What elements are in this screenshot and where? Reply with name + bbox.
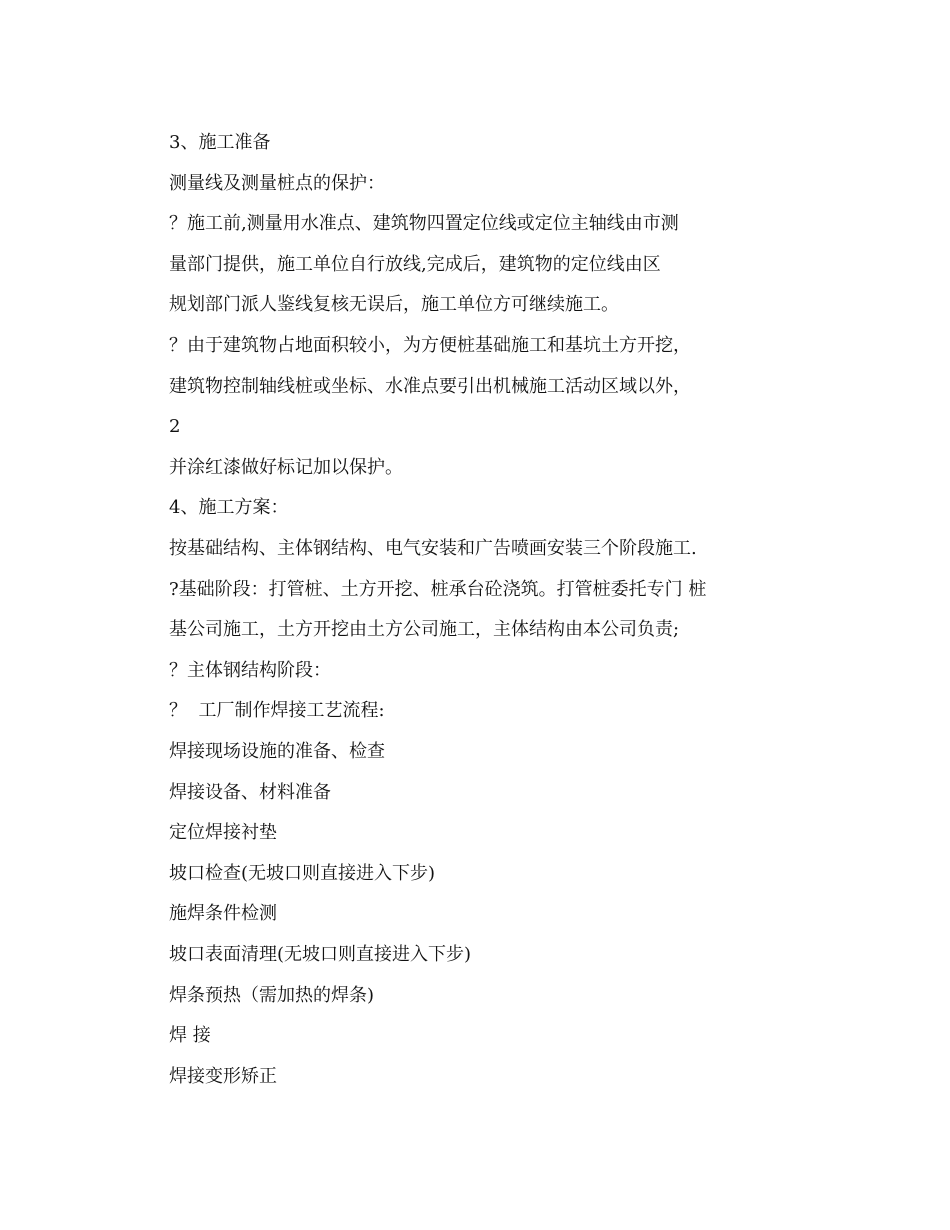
text-line: 测量线及测量桩点的保护： (169, 173, 385, 194)
text-line: ？由于建筑物占地面积较小，为方便桩基础施工和基坑土方开挖， (169, 335, 691, 356)
process-step: 施焊条件检测 (169, 903, 277, 924)
text-line: 建筑物控制轴线桩或坐标、水准点要引出机械施工活动区域以外， (169, 376, 691, 397)
process-step: 坡口表面清理(无坡口则直接进入下步) (169, 944, 472, 965)
section-heading-construction-prep: 3、施工准备 (169, 132, 271, 153)
text-line: 规划部门派人鉴线复核无误后，施工单位方可继续施工。 (169, 294, 619, 315)
process-step: 定位焊接衬垫 (169, 822, 277, 843)
page-number: 2 (169, 416, 181, 437)
process-step: 焊接变形矫正 (169, 1066, 277, 1087)
text-line: ？ 工厂制作焊接工艺流程: (169, 700, 385, 721)
section-heading-construction-plan: 4、施工方案： (169, 497, 289, 518)
text-line: ？主体钢结构阶段： (169, 660, 331, 681)
text-line: 按基础结构、主体钢结构、电气安装和广告喷画安装三个阶段施工. (169, 538, 697, 559)
text-line: ?基础阶段：打管桩、土方开挖、桩承台砼浇筑。打管桩委托专门 桩 (169, 579, 707, 600)
text-line: ？施工前,测量用水准点、建筑物四置定位线或定位主轴线由市测 (169, 213, 679, 234)
process-step: 焊 接 (169, 1025, 211, 1046)
process-step: 坡口检查(无坡口则直接进入下步) (169, 863, 436, 884)
text-line: 量部门提供，施工单位自行放线,完成后，建筑物的定位线由区 (169, 254, 661, 275)
process-step: 焊条预热（需加热的焊条) (169, 985, 375, 1006)
text-line: 并涂红漆做好标记加以保护。 (169, 457, 403, 478)
process-step: 焊接现场设施的准备、检查 (169, 741, 385, 762)
process-step: 焊接设备、材料准备 (169, 782, 331, 803)
text-line: 基公司施工，土方开挖由土方公司施工，主体结构由本公司负责; (169, 619, 680, 640)
